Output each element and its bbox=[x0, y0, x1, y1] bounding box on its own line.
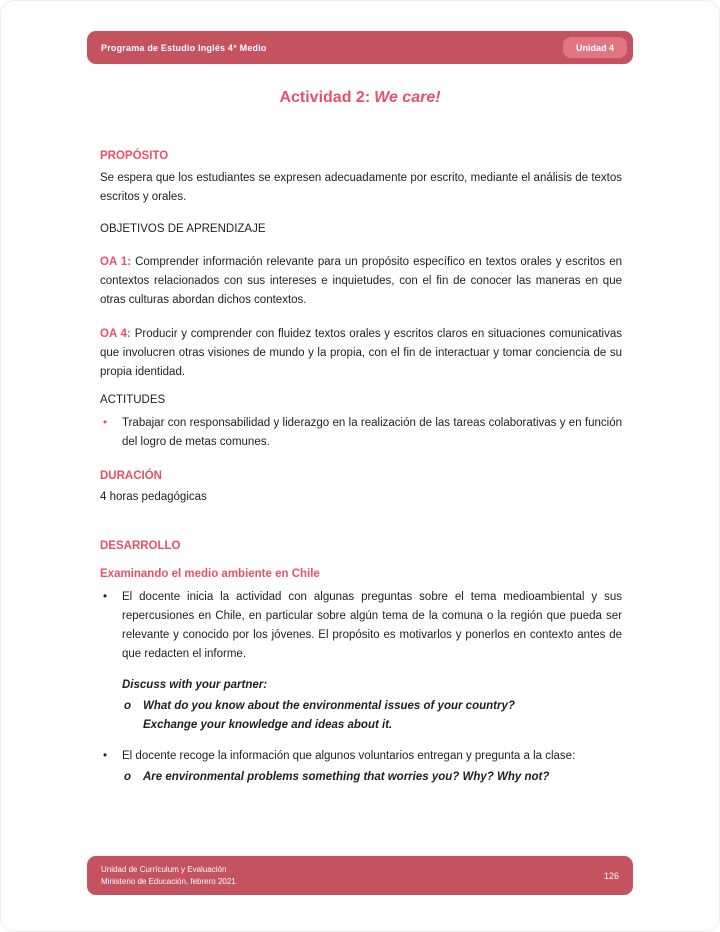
subheading-examinando: Examinando el medio ambiente en Chile bbox=[100, 568, 320, 580]
activity-title bbox=[1, 89, 719, 107]
heading-objetivos: OBJETIVOS DE APRENDIZAJE bbox=[100, 223, 266, 235]
content-column bbox=[100, 147, 622, 787]
discuss-question-line-2: Exchange your knowledge and ideas about it. bbox=[143, 719, 393, 731]
oa1-label: OA 1: bbox=[100, 256, 132, 268]
bullet-icon: • bbox=[103, 591, 108, 603]
program-title: Programa de Estudio Inglés 4° Medio bbox=[101, 42, 267, 53]
footer-credits bbox=[101, 864, 236, 887]
heading-proposito: PROPÓSITO bbox=[100, 150, 169, 162]
header-band bbox=[87, 31, 633, 64]
proposito-body: Se espera que los estudiantes se expresen adecuadamente por escrito, mediante el análisis de textos escritos y orales. bbox=[100, 172, 622, 203]
discuss-question-line-1: What do you know about the environmental issues of your country? bbox=[143, 700, 515, 712]
oa4-paragraph bbox=[100, 325, 622, 382]
circle-bullet-icon: o bbox=[124, 700, 132, 712]
discuss-intro: Discuss with your partner: bbox=[122, 679, 268, 691]
footer-band bbox=[87, 856, 633, 895]
oa4-text: Producir y comprender con fluidez textos orales y escritos claros en situaciones comunicativas que involucren otras visiones de mundo y la propia, con el fin de interactuar y tomar conciencia de su propia identidad. bbox=[100, 328, 622, 378]
page-number: 126 bbox=[603, 870, 619, 881]
class-question-text: Are environmental problems something that worries you? Why? Why not? bbox=[143, 771, 550, 783]
bullet-icon: • bbox=[103, 417, 108, 429]
desarrollo-bullet-1-text: El docente inicia la actividad con algunas preguntas sobre el tema medioambiental y sus repercusiones en Chile, en particular sobre algún tema de la comuna o la región que pueda ser relevante y conocido por los jóvenes. El propósito es motivarlos y ponerlos en contexto antes de que redacten el informe. bbox=[122, 591, 622, 660]
footer-line-2: Ministerio de Educación, febrero 2021 bbox=[101, 876, 236, 886]
discuss-question-item bbox=[122, 697, 622, 735]
unit-badge: Unidad 4 bbox=[563, 37, 627, 58]
oa1-text: Comprender información relevante para un propósito específico en textos orales y escritos en contextos relacionados con sus intereses e inquietudes, con el fin de conocer las maneras en que otras culturas abordan dichos contextos. bbox=[100, 256, 622, 306]
footer-line-1: Unidad de Currículum y Evaluación bbox=[101, 865, 227, 874]
activity-title-name: We care! bbox=[374, 89, 441, 106]
heading-desarrollo: DESARROLLO bbox=[100, 540, 181, 552]
class-question-item bbox=[122, 768, 622, 787]
activity-title-prefix: Actividad 2: bbox=[279, 89, 371, 106]
actitudes-list-item bbox=[100, 414, 622, 452]
duracion-body: 4 horas pedagógicas bbox=[100, 491, 207, 503]
desarrollo-bullet-2-text: El docente recoge la información que algunos voluntarios entregan y pregunta a la clase: bbox=[122, 750, 576, 762]
actitudes-item-text: Trabajar con responsabilidad y liderazgo en la realización de las tareas colaborativas y en función del logro de metas comunes. bbox=[122, 417, 622, 448]
desarrollo-bullet-1 bbox=[100, 588, 622, 664]
bullet-icon: • bbox=[103, 750, 108, 762]
circle-bullet-icon: o bbox=[124, 771, 132, 783]
heading-actitudes: ACTITUDES bbox=[100, 394, 166, 406]
heading-duracion: DURACIÓN bbox=[100, 470, 162, 482]
oa1-paragraph bbox=[100, 253, 622, 310]
desarrollo-bullet-2 bbox=[100, 747, 622, 766]
oa4-label: OA 4: bbox=[100, 328, 131, 340]
